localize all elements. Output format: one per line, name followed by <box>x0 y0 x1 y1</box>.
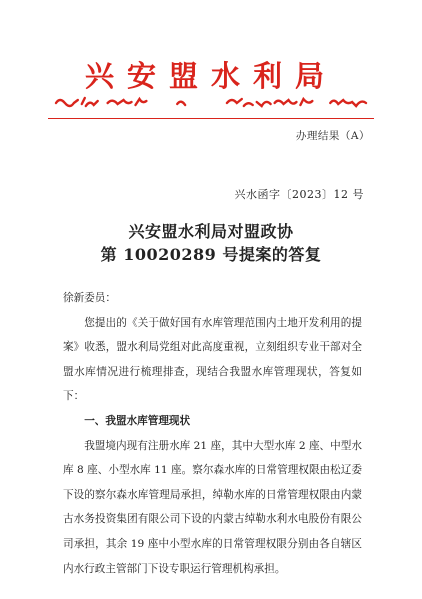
paragraph-reservoir-status: 我盟境内现有注册水库 21 座，其中大型水库 2 座、中型水库 8 座、小型水库 11 座。察尔森水库的日常管理权限由松辽委下设的察尔森水库管理局承担，绰勒水库的日常管理权限由内蒙古水务投资集团有限公司下设的内蒙古绰勒水利水电股份有限公司承担，其余 19 座中小型水库的日常管理权限分别由各自辖区内水行政主管部门下设专职运行管理机构承担。 <box>63 439 362 575</box>
document-number: 兴水函字〔2023〕12 号 <box>234 188 364 201</box>
title-line-1: 兴安盟水利局对盟政协 <box>128 222 294 241</box>
letterhead-divider <box>48 118 374 119</box>
title-line-2: 第 10020289 号提案的答复 <box>100 245 322 264</box>
letterhead-org-name: 兴安盟水利局 <box>84 59 337 93</box>
mongolian-script-org-name <box>52 94 370 112</box>
section-heading-1: 一、我盟水库管理现状 <box>84 414 191 427</box>
salutation: 徐新委员： <box>63 292 116 304</box>
processing-result-tag: 办理结果（A） <box>295 130 370 142</box>
document-title <box>0 220 422 266</box>
document-body <box>63 286 362 581</box>
paragraph-intro: 您提出的《关于做好国有水库管理范围内土地开发利用的提案》收悉，盟水利局党组对此高度重视，立刻组织专业干部对全盟水库情况进行梳理排查，现结合我盟水库管理现状，答复如下： <box>63 316 362 403</box>
